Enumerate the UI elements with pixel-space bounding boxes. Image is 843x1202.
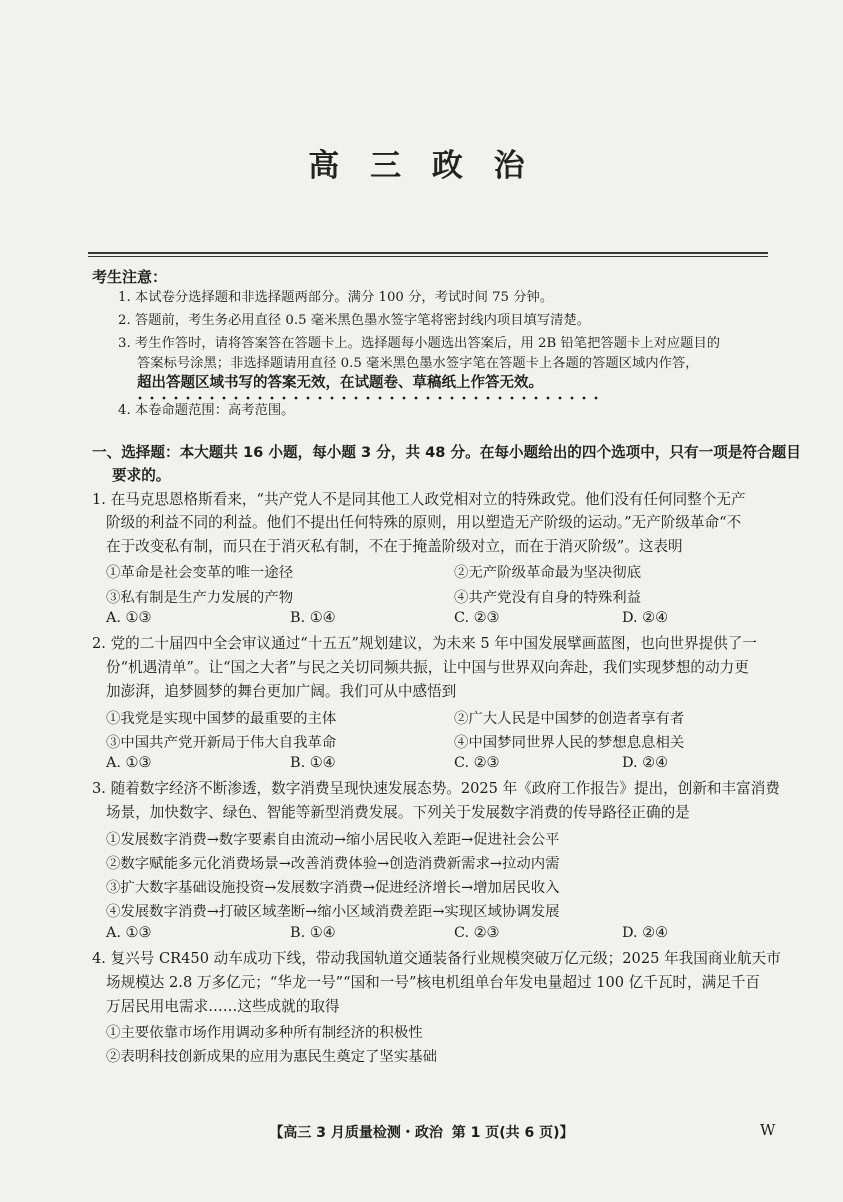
footer-exam-name: 【高三 3 月质量检测・政治 [269, 1125, 443, 1141]
q1-option-3: ③私有制是生产力发展的产物 [106, 590, 294, 606]
q2-stem-line-3: 加澎湃，追梦圆梦的舞台更加广阔。我们可从中感悟到 [106, 683, 457, 700]
q2-option-1: ①我党是实现中国梦的最重要的主体 [106, 711, 337, 727]
q3-stem-line-1: 3. 随着数字经济不断渗透，数字消费呈现快速发展态势。2025 年《政府工作报告》提出，创新和丰富消费 [92, 780, 780, 797]
notice-item-2: 2. 答题前，考生务必用直径 0.5 毫米黑色墨水签字笔将密封线内项目填写清楚。 [118, 313, 591, 328]
q3-option-1: ①发展数字消费→数字要素自由流动→缩小居民收入差距→促进社会公平 [106, 832, 560, 848]
q4-option-1: ①主要依靠市场作用调动多种所有制经济的积极性 [106, 1025, 423, 1041]
paper-mark: W [760, 1121, 776, 1139]
q3-stem-line-2: 场景，加快数字、绿色、智能等新型消费发展。下列关于发展数字消费的传导路径正确的是 [106, 804, 690, 821]
q2-answer-d: D. ②④ [622, 755, 668, 771]
q3-answer-c: C. ②③ [454, 925, 500, 941]
q2-stem-line-1: 2. 党的二十届四中全会审议通过“十五五”规划建议，为未来 5 年中国发展擘画蓝图，也向世界提供了一 [92, 635, 757, 652]
q3-option-4: ④发展数字消费→打破区域垄断→缩小区域消费差距→实现区域协调发展 [106, 904, 560, 920]
q2-answer-a: A. ①③ [106, 755, 152, 771]
emphasis-dots [134, 396, 604, 400]
page-footer [0, 1122, 843, 1142]
q4-stem-line-1: 4. 复兴号 CR450 动车成功下线，带动我国轨道交通装备行业规模突破万亿元级；2025 年我国商业航天市 [92, 950, 781, 967]
notice-item-3: 3. 考生作答时，请将答案答在答题卡上。选择题每小题选出答案后，用 2B 铅笔把答题卡上对应题目的 [118, 336, 721, 351]
q4-stem-line-2: 场规模达 2.8 万多亿元；“华龙一号”“国和一号”核电机组单台年发电量超过 100 亿千瓦时，满足千百 [106, 974, 761, 991]
q3-option-3: ③扩大数字基础设施投资→发展数字消费→促进经济增长→增加居民收入 [106, 880, 560, 896]
q2-stem-line-2: 份“机遇清单”。让“国之大者”与民之关切同频共振，让中国与世界双向奔赴，我们实现梦想的动力更 [106, 659, 749, 676]
header-rule-thin [88, 256, 768, 257]
notice-heading: 考生注意： [92, 268, 168, 286]
notice-item-3-emphasis: 超出答题区域书写的答案无效，在试题卷、草稿纸上作答无效。 [137, 375, 543, 391]
section-heading-cont: 要求的。 [112, 467, 171, 484]
q1-stem-line-3: 在于改变私有制，而只在于消灭私有制，不在于掩盖阶级对立，而在于消灭阶级”。这表明 [106, 538, 683, 555]
notice-item-1: 1. 本试卷分选择题和非选择题两部分。满分 100 分，考试时间 75 分钟。 [118, 290, 554, 305]
q4-option-2: ②表明科技创新成果的应用为惠民生奠定了坚实基础 [106, 1049, 437, 1065]
q1-answer-b: B. ①④ [290, 610, 336, 626]
notice-item-3-cont: 答案标号涂黑；非选择题请用直径 0.5 毫米黑色墨水签字笔在答题卡上各题的答题区域内作答， [137, 356, 699, 371]
q4-stem-line-3: 万居民用电需求……这些成就的取得 [106, 998, 340, 1015]
q1-answer-d: D. ②④ [622, 610, 668, 626]
q2-option-3: ③中国共产党开新局于伟大自我革命 [106, 735, 337, 751]
q1-stem-line-1: 1. 在马克思恩格斯看来，“共产党人不是同其他工人政党相对立的特殊政党。他们没有任何同整个无产 [92, 491, 746, 508]
q1-answer-a: A. ①③ [106, 610, 152, 626]
q2-answer-c: C. ②③ [454, 755, 500, 771]
q3-answer-a: A. ①③ [106, 925, 152, 941]
q2-option-4: ④中国梦同世界人民的梦想息息相关 [454, 735, 685, 751]
q3-option-2: ②数字赋能多元化消费场景→改善消费体验→创造消费新需求→拉动内需 [106, 856, 560, 872]
q2-answer-b: B. ①④ [290, 755, 336, 771]
q1-option-2: ②无产阶级革命最为坚决彻底 [454, 565, 642, 581]
exam-title: 高 三 政 治 [308, 148, 535, 184]
q3-answer-d: D. ②④ [622, 925, 668, 941]
q1-option-1: ①革命是社会变革的唯一途径 [106, 565, 294, 581]
q2-option-2: ②广大人民是中国梦的创造者享有者 [454, 711, 685, 727]
header-rule-thick [88, 252, 768, 254]
q1-option-4: ④共产党没有自身的特殊利益 [454, 590, 642, 606]
q1-answer-c: C. ②③ [454, 610, 500, 626]
q3-answer-b: B. ①④ [290, 925, 336, 941]
section-heading: 一、选择题：本大题共 16 小题，每小题 3 分，共 48 分。在每小题给出的四个选项中，只有一项是符合题目 [92, 444, 801, 461]
q1-stem-line-2: 阶级的利益不同的利益。他们不提出任何特殊的原则，用以塑造无产阶级的运动。”无产阶级革命“不 [106, 514, 742, 531]
notice-item-4: 4. 本卷命题范围：高考范围。 [118, 403, 295, 418]
footer-page-number: 第 1 页(共 6 页)】 [451, 1125, 574, 1141]
